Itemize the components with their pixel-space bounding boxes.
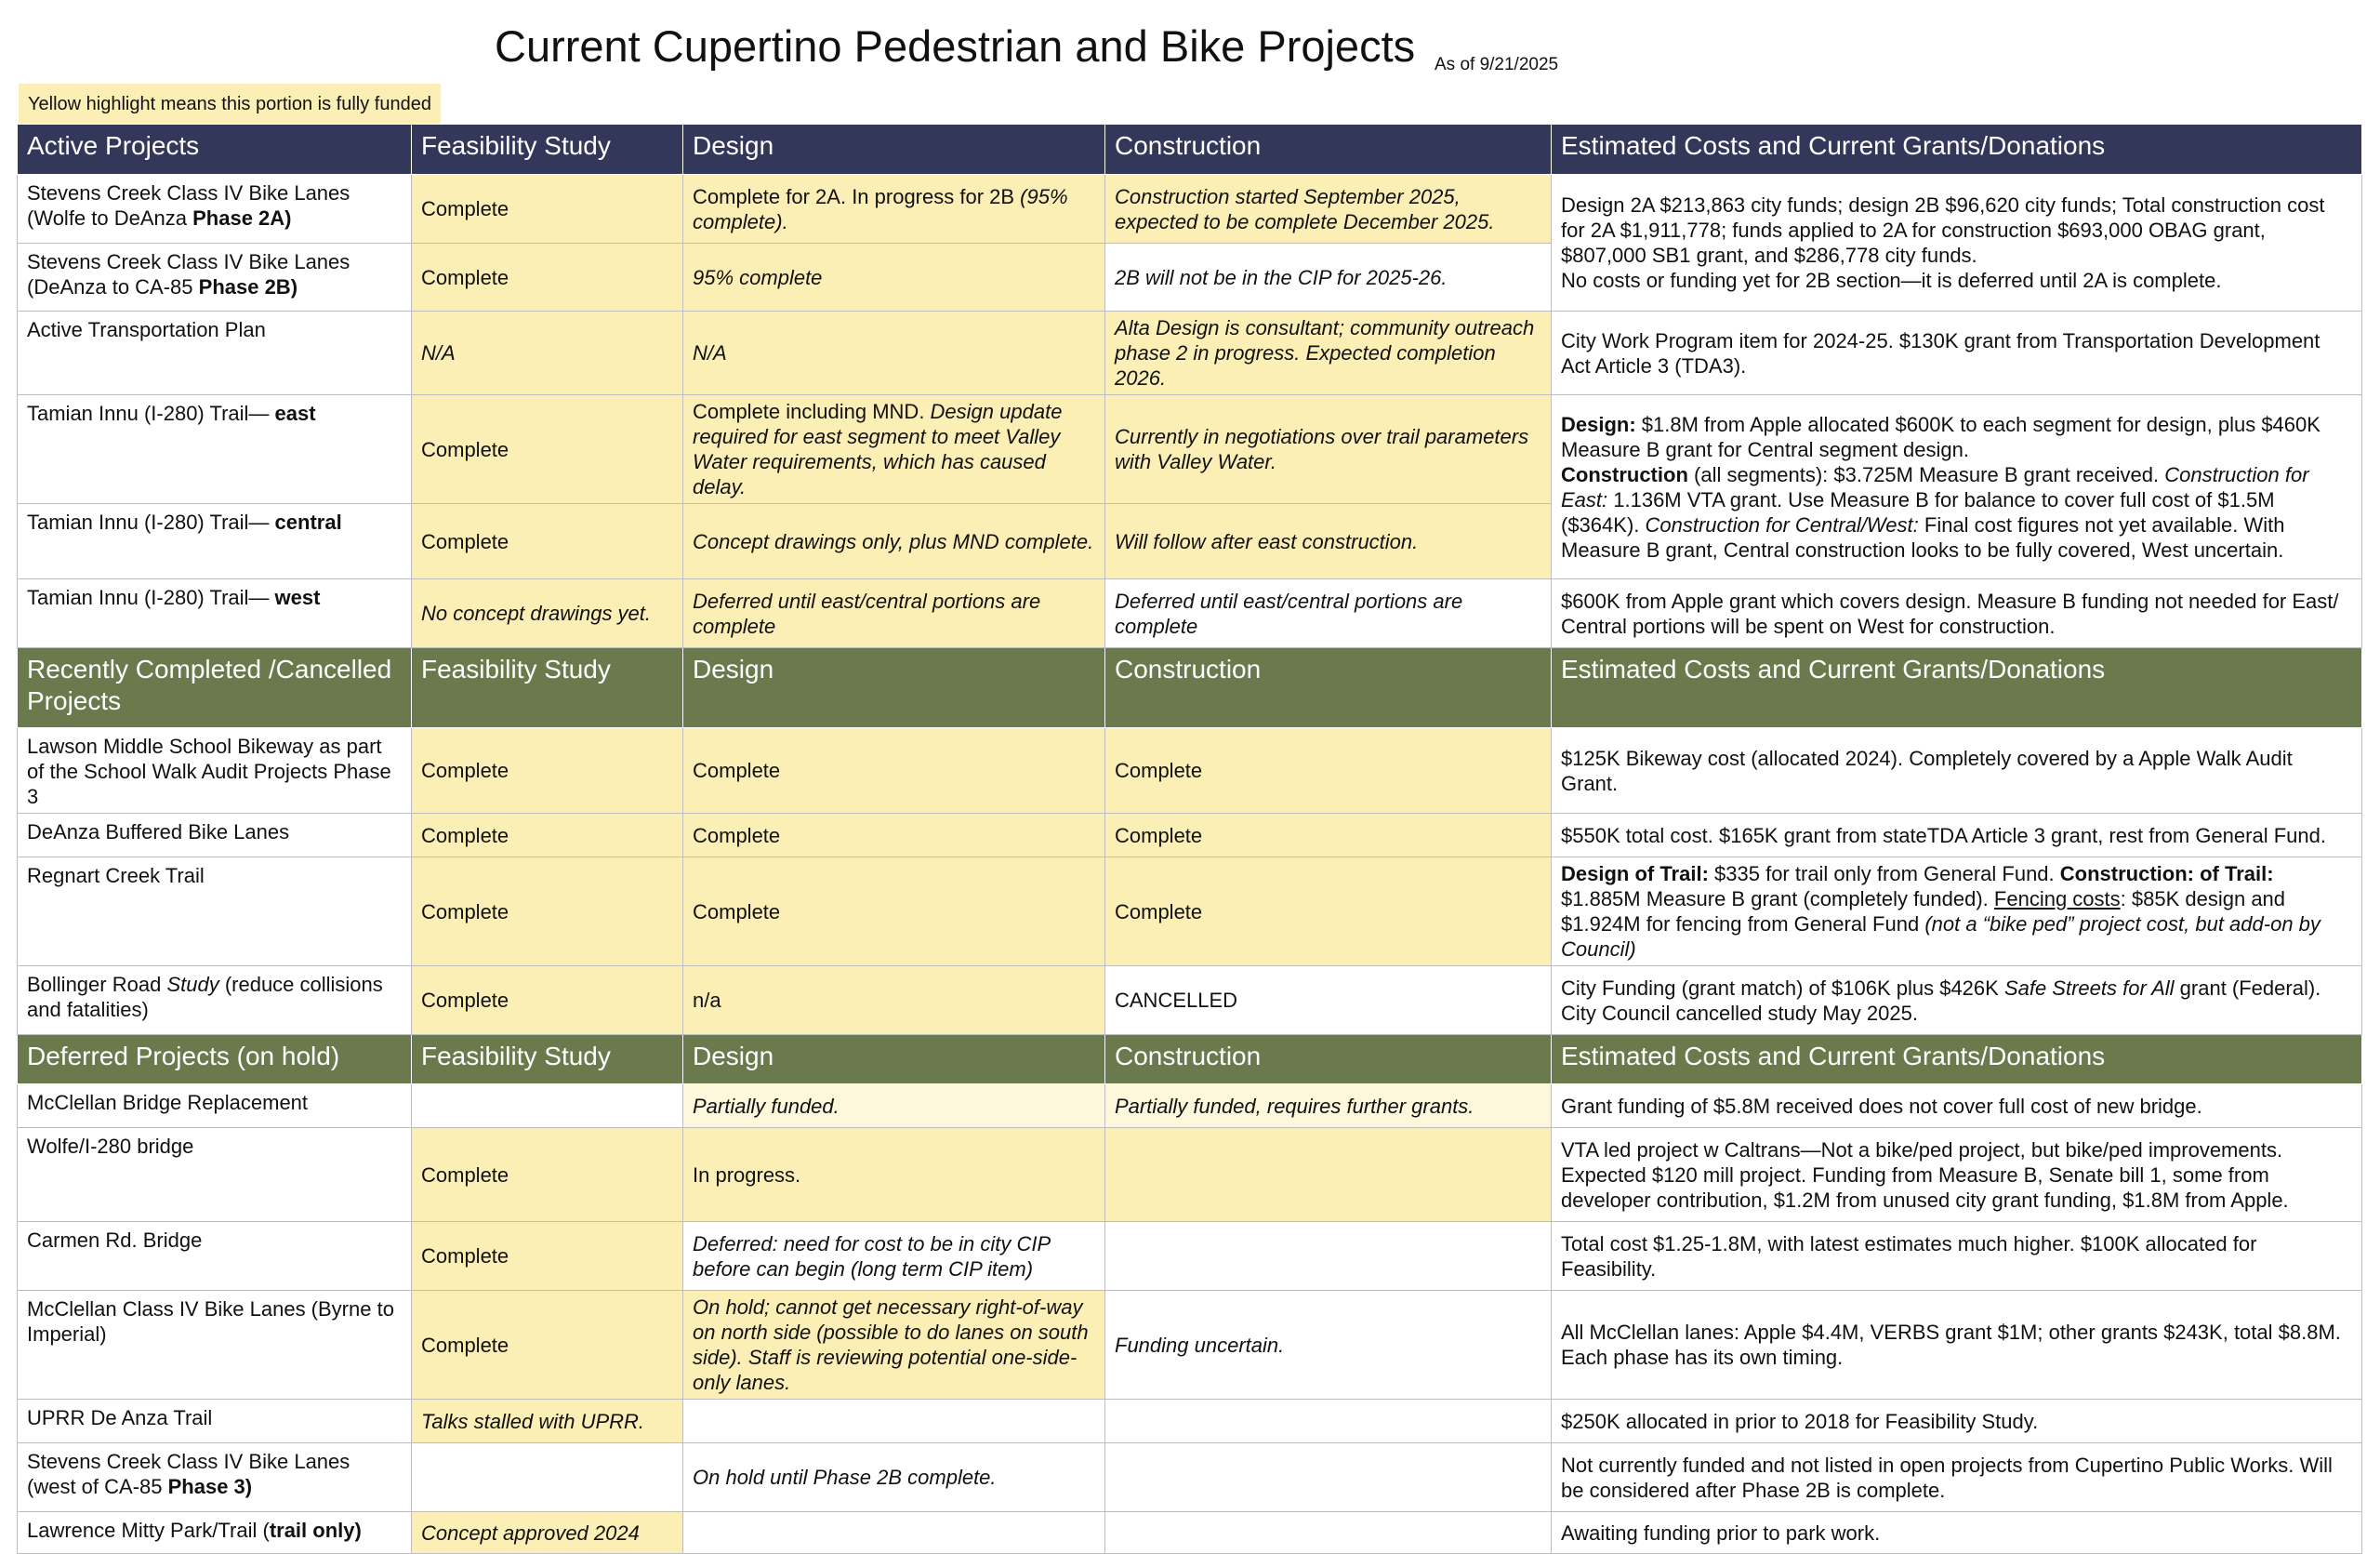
feasibility-cell: Complete (412, 395, 683, 504)
project-name-text: Tamian Innu (I-280) Trail— (27, 402, 275, 425)
col-design: Design (683, 648, 1105, 728)
design-cell: On hold until Phase 2B complete. (683, 1443, 1105, 1512)
costs-cell: $600K from Apple grant which covers design. Measure B funding not needed for East/ Central portions will be spent on West for construction. (1552, 579, 2362, 648)
costs-cell: $125K Bikeway cost (allocated 2024). Completely covered by a Apple Walk Audit Grant. (1552, 728, 2362, 814)
construction-cell: Construction started September 2025, expected to be complete December 2025. (1105, 175, 1552, 244)
active-header-row (18, 125, 2362, 175)
col-construction: Construction (1105, 1035, 1552, 1084)
table-row (18, 1443, 2362, 1512)
project-name-text: Tamian Innu (I-280) Trail— (27, 511, 275, 534)
table-row (18, 1400, 2362, 1443)
feasibility-cell: Complete (412, 966, 683, 1035)
costs-design-label: Design: (1561, 412, 1636, 436)
construction-cell: 2B will not be in the CIP for 2025-26. (1105, 244, 1552, 312)
construction-cell: Alta Design is consultant; community outreach phase 2 in progress. Expected completion 2026. (1105, 312, 1552, 395)
design-cell: Complete (683, 728, 1105, 814)
design-cell: 95% complete (683, 244, 1105, 312)
feasibility-cell: Complete (412, 857, 683, 966)
costs-note: (not a “bike ped” project cost, but add-on by Council) (1561, 912, 2320, 961)
feasibility-cell: Complete (412, 1291, 683, 1400)
costs-construction-text: (all segments): $3.725M Measure B grant received. (1687, 462, 2165, 486)
costs-cell: All McClellan lanes: Apple $4.4M, VERBS grant $1M; other grants $243K, total $8.8M. Each phase has its own timing. (1552, 1291, 2362, 1400)
table-row (18, 395, 2362, 504)
design-note: Design update required for east segment to meet Valley Water requirements, which has caused delay. (693, 400, 1063, 498)
project-name (18, 966, 412, 1035)
costs-cell: $550K total cost. $165K grant from stateTDA Article 3 grant, rest from General Fund. (1552, 814, 2362, 857)
design-cell: N/A (683, 312, 1105, 395)
costs-cell: $250K allocated in prior to 2018 for Feasibility Study. (1552, 1400, 2362, 1443)
costs-construction-label: Construction: of Trail: (2059, 862, 2274, 885)
design-cell: In progress. (683, 1128, 1105, 1222)
design-cell: Concept drawings only, plus MND complete. (683, 504, 1105, 579)
construction-cell: Funding uncertain. (1105, 1291, 1552, 1400)
design-cell: Deferred until east/central portions are complete (683, 579, 1105, 648)
projects-table (17, 124, 2362, 1554)
project-name (18, 579, 412, 648)
table-row (18, 1084, 2362, 1128)
feasibility-cell: Complete (412, 244, 683, 312)
costs-construction-text: $1.885M Measure B grant (completely funded). (1561, 887, 1994, 910)
col-construction: Construction (1105, 125, 1552, 175)
construction-cell: Complete (1105, 857, 1552, 966)
table-row (18, 1128, 2362, 1222)
feasibility-cell: Complete (412, 1128, 683, 1222)
col-design: Design (683, 1035, 1105, 1084)
construction-cell (1105, 1400, 1552, 1443)
construction-cell: Currently in negotiations over trail parameters with Valley Water. (1105, 395, 1552, 504)
project-name (18, 1443, 412, 1512)
project-phase: Phase 2B) (198, 275, 298, 299)
design-text: Complete including MND. (693, 400, 931, 423)
design-cell (683, 175, 1105, 244)
table-row (18, 728, 2362, 814)
costs-design-label: Design of Trail: (1561, 862, 1709, 885)
project-name-study: Study (166, 973, 219, 996)
construction-cell: Will follow after east construction. (1105, 504, 1552, 579)
col-costs: Estimated Costs and Current Grants/Donations (1552, 125, 2362, 175)
design-cell (683, 395, 1105, 504)
project-name: Lawson Middle School Bikeway as part of the School Walk Audit Projects Phase 3 (18, 728, 412, 814)
project-name: DeAnza Buffered Bike Lanes (18, 814, 412, 857)
project-segment: east (274, 402, 316, 425)
project-name: Wolfe/I-280 bridge (18, 1128, 412, 1222)
table-row (18, 814, 2362, 857)
table-row (18, 1291, 2362, 1400)
construction-cell (1105, 1222, 1552, 1291)
project-name-text: Stevens Creek Class IV Bike Lanes (DeAnza to CA-85 (27, 250, 350, 299)
construction-cell: Complete (1105, 728, 1552, 814)
project-name (18, 395, 412, 504)
table-row (18, 579, 2362, 648)
costs-central-west-text: Final cost figures not yet available. With Measure B grant, Central construction looks to be fully covered, West uncertain. (1561, 512, 2285, 562)
design-text: Complete for 2A. In progress for 2B (693, 184, 1021, 208)
col-feasibility: Feasibility Study (412, 125, 683, 175)
costs-cell: Not currently funded and not listed in open projects from Cupertino Public Works. Will be considered after Phase 2B is complete. (1552, 1443, 2362, 1512)
feasibility-cell (412, 1084, 683, 1128)
costs-construction-label: Construction (1561, 462, 1688, 486)
table-row (18, 1512, 2362, 1554)
feasibility-cell: Concept approved 2024 (412, 1512, 683, 1554)
project-name-text: Stevens Creek Class IV Bike Lanes (Wolfe to DeAnza (27, 181, 350, 230)
feasibility-cell: Complete (412, 728, 683, 814)
feasibility-cell: Complete (412, 175, 683, 244)
costs-fencing-text: : $85K design and $1.924M for fencing from General Fund (1561, 887, 2286, 936)
as-of-date: As of 9/21/2025 (1435, 55, 1559, 74)
funding-legend: Yellow highlight means this portion is fully funded (19, 84, 441, 125)
design-cell: Complete (683, 857, 1105, 966)
project-name: Regnart Creek Trail (18, 857, 412, 966)
col-design: Design (683, 125, 1105, 175)
section-title-deferred: Deferred Projects (on hold) (18, 1035, 412, 1084)
project-name-text: Bollinger Road (27, 973, 167, 996)
costs-cell: Grant funding of $5.8M received does not cover full cost of new bridge. (1552, 1084, 2362, 1128)
col-construction: Construction (1105, 648, 1552, 728)
design-cell: n/a (683, 966, 1105, 1035)
page-title: Current Cupertino Pedestrian and Bike Projects (495, 21, 1416, 71)
construction-cell (1105, 1443, 1552, 1512)
project-name-text: Stevens Creek Class IV Bike Lanes (west of CA-85 (27, 1450, 350, 1498)
design-cell: Deferred: need for cost to be in city CIP before can begin (long term CIP item) (683, 1222, 1105, 1291)
table-row (18, 1222, 2362, 1291)
design-note: (95% complete). (693, 184, 1068, 233)
costs-text-2: grant (Federal). City Council cancelled study May 2025. (1561, 976, 2321, 1025)
project-name (18, 244, 412, 312)
costs-cell: Awaiting funding prior to park work. (1552, 1512, 2362, 1554)
table-row (18, 857, 2362, 966)
costs-design-text: $335 for trail only from General Fund. (1708, 862, 2060, 885)
project-name: McClellan Class IV Bike Lanes (Byrne to Imperial) (18, 1291, 412, 1400)
costs-text: City Funding (grant match) of $106K plus $426K (1561, 976, 2004, 1000)
costs-east-text: 1.136M VTA grant. Use Measure B for balance to cover full cost of $1.5M ($364K). (1561, 487, 2275, 537)
costs-fencing-label: Fencing costs (1993, 887, 2121, 910)
construction-cell (1105, 1512, 1552, 1554)
project-phase: Phase 2A) (192, 206, 292, 230)
table-row (18, 966, 2362, 1035)
feasibility-cell: Complete (412, 1222, 683, 1291)
table-row (18, 175, 2362, 244)
construction-cell: CANCELLED (1105, 966, 1552, 1035)
costs-central-west-label: Construction for Central/West: (1645, 512, 1919, 537)
project-name-suffix: (reduce collisions and fatalities) (27, 973, 383, 1021)
project-name-text: Lawrence Mitty Park/Trail ( (27, 1519, 270, 1542)
project-segment: central (274, 511, 342, 534)
costs-cell (1552, 966, 2362, 1035)
design-cell: Partially funded. (683, 1084, 1105, 1128)
col-costs: Estimated Costs and Current Grants/Donations (1552, 1035, 2362, 1084)
feasibility-cell (412, 1443, 683, 1512)
costs-cell (1552, 395, 2362, 579)
project-name: Carmen Rd. Bridge (18, 1222, 412, 1291)
section-title-active: Active Projects (18, 125, 412, 175)
design-cell (683, 1400, 1105, 1443)
project-name: Active Transportation Plan (18, 312, 412, 395)
costs-east-label: Construction for East: (1561, 462, 2309, 511)
design-cell: On hold; cannot get necessary right-of-way on north side (possible to do lanes on south side). Staff is reviewing potential one-side-only lanes. (683, 1291, 1105, 1400)
construction-cell: Partially funded, requires further grants. (1105, 1084, 1552, 1128)
feasibility-cell: Complete (412, 504, 683, 579)
project-phase: Phase 3) (167, 1475, 253, 1498)
project-name-text: Tamian Innu (I-280) Trail— (27, 586, 275, 609)
project-name (18, 1512, 412, 1554)
design-cell (683, 1512, 1105, 1554)
project-segment: west (274, 586, 321, 609)
costs-cell: VTA led project w Caltrans—Not a bike/ped project, but bike/ped improvements. Expected $120 mill project. Funding from Measure B, Senate bill 1, some from developer contribution, $1.2M from unused city grant funding, $1.8M from Apple. (1552, 1128, 2362, 1222)
costs-design-text: $1.8M from Apple allocated $600K to each segment for design, plus $460K Measure B grant for Central segment design. (1561, 412, 2320, 461)
completed-header-row (18, 648, 2362, 728)
project-name (18, 504, 412, 579)
section-title-completed: Recently Completed /Cancelled Projects (18, 648, 412, 728)
feasibility-cell: Complete (412, 814, 683, 857)
costs-cell: City Work Program item for 2024-25. $130K grant from Transportation Development Act Article 3 (TDA3). (1552, 312, 2362, 395)
project-name-bold: trail only) (269, 1519, 362, 1542)
costs-cell: Total cost $1.25-1.8M, with latest estimates much higher. $100K allocated for Feasibility. (1552, 1222, 2362, 1291)
costs-program-name: Safe Streets for All (2003, 976, 2175, 1000)
costs-text: Design 2A $213,863 city funds; design 2B $96,620 city funds; Total construction cost for 2A $1,911,778; funds applied to 2A for construction $693,000 OBAG grant, $807,000 SB1 grant, and $286,778 city funds. (1561, 193, 2325, 267)
feasibility-cell: No concept drawings yet. (412, 579, 683, 648)
costs-cell (1552, 857, 2362, 966)
col-feasibility: Feasibility Study (412, 1035, 683, 1084)
project-name: UPRR De Anza Trail (18, 1400, 412, 1443)
deferred-header-row (18, 1035, 2362, 1084)
project-name: McClellan Bridge Replacement (18, 1084, 412, 1128)
col-costs: Estimated Costs and Current Grants/Donations (1552, 648, 2362, 728)
construction-cell: Complete (1105, 814, 1552, 857)
costs-text-2b: No costs or funding yet for 2B section—it is deferred until 2A is complete. (1561, 269, 2222, 292)
costs-cell (1552, 175, 2362, 312)
project-name (18, 175, 412, 244)
feasibility-cell: N/A (412, 312, 683, 395)
feasibility-cell: Talks stalled with UPRR. (412, 1400, 683, 1443)
col-feasibility: Feasibility Study (412, 648, 683, 728)
design-cell: Complete (683, 814, 1105, 857)
construction-cell: Deferred until east/central portions are complete (1105, 579, 1552, 648)
construction-cell (1105, 1128, 1552, 1222)
table-row (18, 312, 2362, 395)
